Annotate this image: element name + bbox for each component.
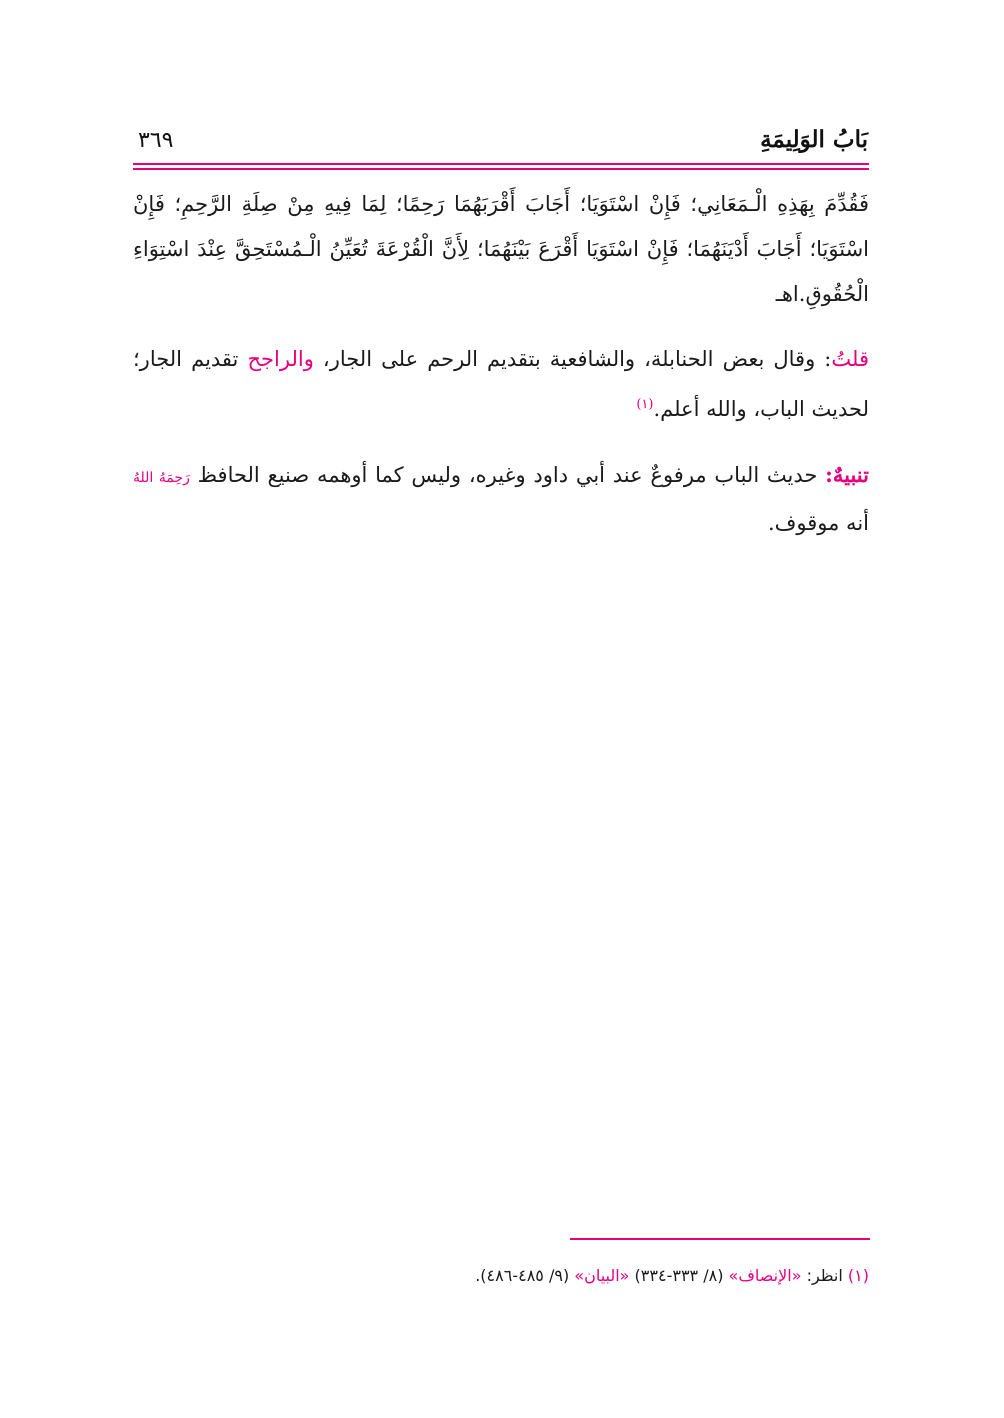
footnote-lead: انظر: [801, 1266, 848, 1285]
notice-text: حديث الباب مرفوعٌ عند أبي داود وغيره، وليس كما أوهمه صنيع الحافظ [189, 463, 826, 487]
quote-line-2: فَإِنْ اسْتَوَيَا؛ أَجَابَ أَدْيَنَهُمَا؛ فَإِنْ اسْتَوَيَا أَقْرَعَ بَيْنَهُمَا؛ لِأَنَّ الْقُرْعَةَ تُعَيِّنُ الْـمُسْتَحِقَّ [133, 192, 869, 261]
footnote-source-1: «الإنصاف» [728, 1266, 802, 1285]
opinion-text: : وقال بعض الحنابلة، والشافعية بتقديم الرحم على الجار، [313, 347, 832, 371]
notice-text-continued: أنه موقوف. [767, 511, 869, 535]
footnote-number: (١) [847, 1266, 869, 1285]
page-number: ٣٦٩ [138, 128, 174, 153]
opinion-highlight: والراجح [247, 347, 314, 371]
header-rule-second [133, 168, 869, 170]
author-opinion-paragraph [133, 337, 869, 432]
notice-paragraph [133, 452, 869, 546]
chapter-title: بَابُ الوَلِيمَةِ [760, 126, 868, 153]
quote-line-3: عِنْدَ اسْتِوَاءِ الْحُقُوقِ.اهـ [133, 237, 869, 306]
quoted-passage [133, 182, 869, 317]
footnote-location-2: (٩/ ٤٨٥-٤٨٦). [475, 1266, 575, 1285]
footnote-source-2: «البيان» [574, 1266, 630, 1285]
page-body [133, 182, 869, 546]
footnote-location-1: (٨/ ٣٣٣-٣٣٤) [629, 1266, 729, 1285]
opinion-text-continued: تقديم الجار؛ لحديث الباب، والله أعلم. [133, 347, 869, 421]
notice-label: تنبيهٌ: [825, 462, 869, 487]
footnote-separator [570, 1238, 870, 1240]
opinion-label: قلتُ [831, 347, 870, 371]
footnote [133, 1262, 869, 1290]
footnote-marker[interactable]: (١) [636, 397, 654, 412]
honorific-glyph: رَحِمَهُ اللهُ [133, 470, 190, 486]
quote-line-1: فَقُدِّمَ بِهَذِهِ الْـمَعَانِي؛ فَإِنْ اسْتَوَيَا؛ أَجَابَ أَقْرَبَهُمَا رَحِمًا؛ لِمَا فِيهِ مِنْ صِلَةِ الرَّحِمِ؛ [174, 192, 869, 216]
header-rule [133, 163, 869, 165]
page-header [138, 126, 868, 162]
